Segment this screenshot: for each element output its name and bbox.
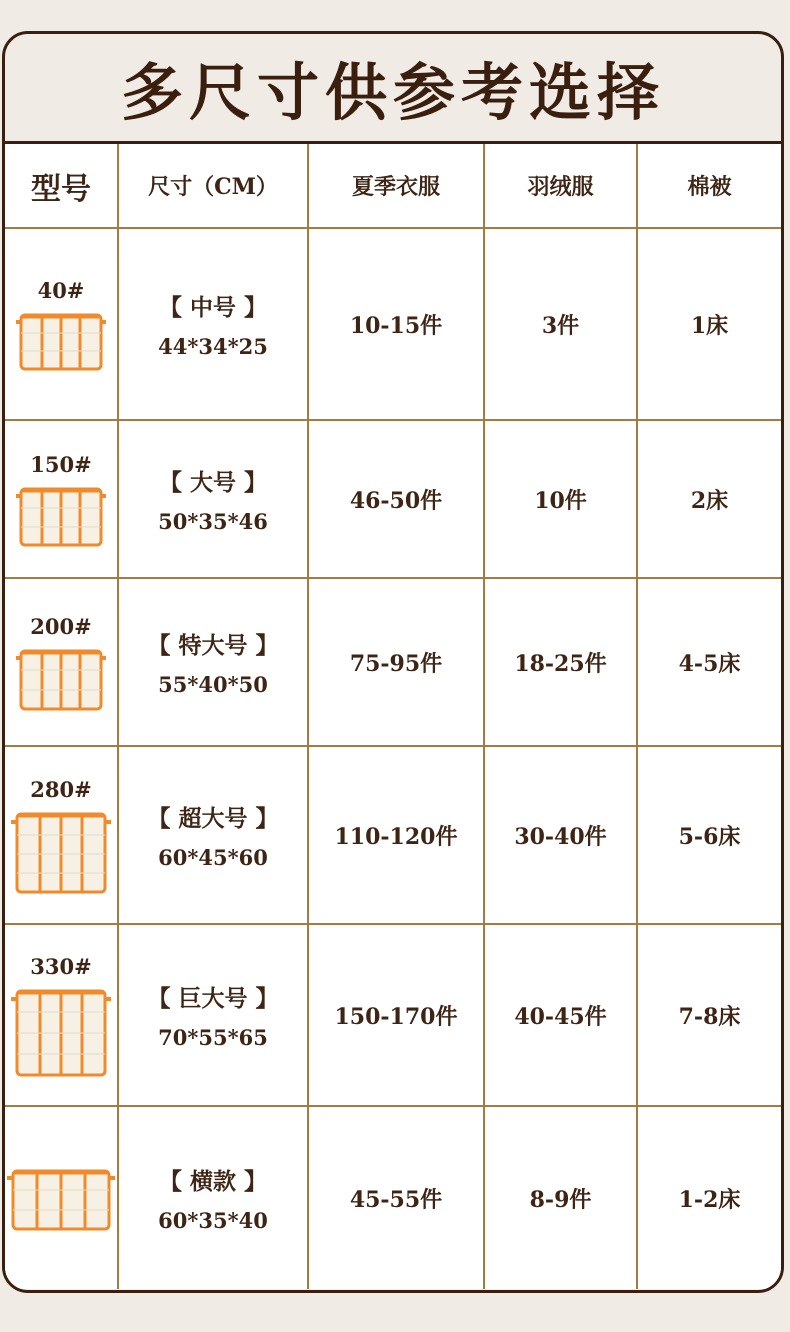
size-cell: 【 巨大号 】 70*55*65 — [118, 924, 308, 1106]
quilt-cell: 4-5床 — [637, 578, 781, 746]
quilt-cell: 7-8床 — [637, 924, 781, 1106]
header-model: 型号 — [5, 144, 118, 228]
size-cell: 【 超大号 】 60*45*60 — [118, 746, 308, 924]
summer-cell: 150-170件 — [308, 924, 484, 1106]
down-cell: 30-40件 — [484, 746, 637, 924]
quilt-cell: 1床 — [637, 228, 781, 420]
model-cell — [5, 1106, 118, 1289]
quilt-cell: 2床 — [637, 420, 781, 578]
model-cell — [5, 924, 118, 1106]
model-cell — [5, 228, 118, 420]
table-row — [5, 228, 781, 420]
storage-bag-icon — [16, 483, 106, 547]
size-cell: 【 中号 】 44*34*25 — [118, 228, 308, 420]
header-size: 尺寸（CM） — [118, 144, 308, 228]
size-cell: 【 横款 】 60*35*40 — [118, 1106, 308, 1289]
storage-bag-icon — [11, 808, 111, 894]
model-number: 200# — [30, 613, 92, 639]
down-cell: 40-45件 — [484, 924, 637, 1106]
storage-bag-icon — [7, 1165, 115, 1231]
summer-cell: 10-15件 — [308, 228, 484, 420]
summer-cell: 45-55件 — [308, 1106, 484, 1289]
model-number: 280# — [30, 776, 92, 802]
size-cell: 【 特大号 】 55*40*50 — [118, 578, 308, 746]
table-row — [5, 420, 781, 578]
page-title: 多尺寸供参考选择 — [5, 34, 781, 144]
table-row — [5, 924, 781, 1106]
table-header-row — [5, 144, 781, 228]
model-cell — [5, 420, 118, 578]
model-number: 150# — [30, 451, 92, 477]
summer-cell: 110-120件 — [308, 746, 484, 924]
down-cell: 8-9件 — [484, 1106, 637, 1289]
model-cell — [5, 746, 118, 924]
table-row — [5, 746, 781, 924]
down-cell: 18-25件 — [484, 578, 637, 746]
storage-bag-icon — [16, 645, 106, 711]
size-chart-frame — [2, 31, 784, 1293]
storage-bag-icon — [16, 309, 106, 371]
model-number: 40# — [37, 277, 85, 303]
header-summer-clothes: 夏季衣服 — [308, 144, 484, 228]
model-cell — [5, 578, 118, 746]
quilt-cell: 1-2床 — [637, 1106, 781, 1289]
header-quilt: 棉被 — [637, 144, 781, 228]
header-down-jacket: 羽绒服 — [484, 144, 637, 228]
storage-bag-icon — [11, 985, 111, 1077]
table-row — [5, 578, 781, 746]
table-row — [5, 1106, 781, 1289]
model-number: 330# — [30, 953, 92, 979]
quilt-cell: 5-6床 — [637, 746, 781, 924]
down-cell: 10件 — [484, 420, 637, 578]
size-cell: 【 大号 】 50*35*46 — [118, 420, 308, 578]
summer-cell: 75-95件 — [308, 578, 484, 746]
size-table — [5, 144, 781, 1289]
summer-cell: 46-50件 — [308, 420, 484, 578]
down-cell: 3件 — [484, 228, 637, 420]
